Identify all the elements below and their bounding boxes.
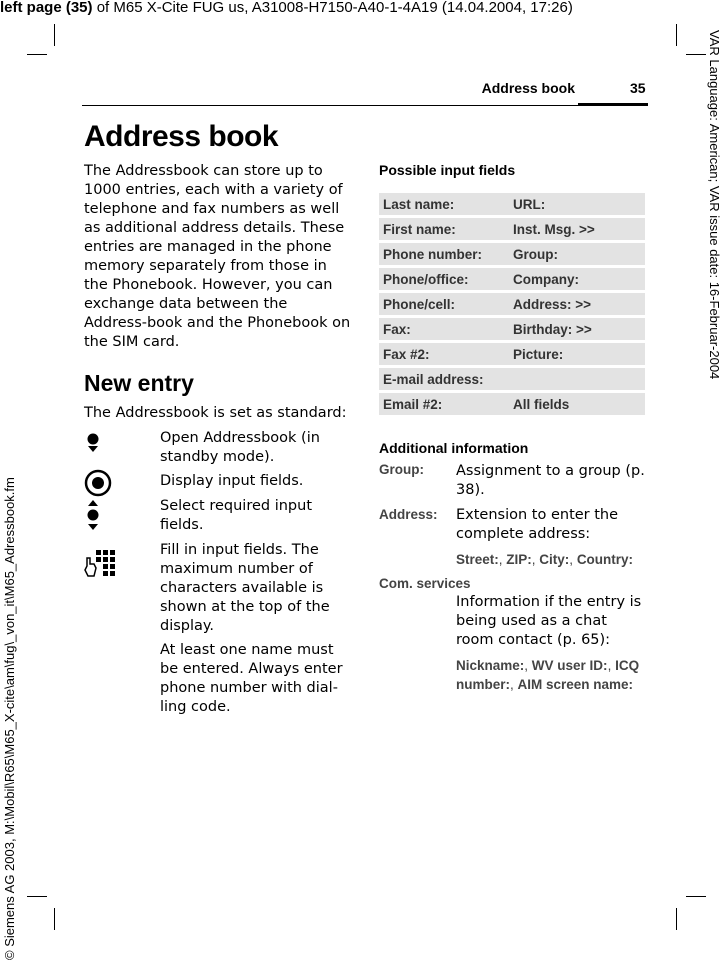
table-cell: [509, 368, 645, 390]
header-rule: [82, 105, 648, 106]
print-header: [0, 0, 573, 16]
step-text: Open Addressbook (in standby mode).: [160, 430, 320, 465]
additional-info-title: Additional information: [379, 440, 529, 456]
table-cell: Address: >>: [509, 293, 645, 315]
table-cell: Picture:: [509, 343, 645, 365]
table-row: [379, 293, 645, 315]
table-cell: Inst. Msg. >>: [509, 218, 645, 240]
table-cell: Company:: [509, 268, 645, 290]
com-field-aim: AIM screen name:: [517, 677, 634, 692]
group-description: Assignment to a group (p. 38).: [456, 463, 645, 498]
table-row: [379, 193, 645, 215]
table-row: [379, 343, 645, 365]
crop-mark: [27, 896, 47, 897]
address-fields: Street:, ZIP:, City:, Country:: [456, 552, 634, 567]
input-fields-table: [379, 190, 645, 418]
com-field-wv: WV user ID:: [531, 658, 608, 673]
input-fields-title: Possible input fields: [379, 162, 516, 178]
new-entry-lead: The Addressbook is set as standard:: [84, 405, 347, 421]
crop-mark: [676, 908, 677, 930]
side-note-left: [1, 400, 17, 960]
com-services-description: Information if the entry is being used as a chat room contact (p. 65):: [456, 594, 642, 648]
step-note: At least one name must be entered. Always enter phone number with dial-ling code.: [160, 642, 343, 715]
com-services-label: Com. services: [379, 576, 471, 591]
print-header-info: of M65 X-Cite FUG us, A31008-H7150-A40-1-4A19 (14.04.2004, 17:26): [92, 0, 573, 16]
section-heading-new-entry: New entry: [84, 370, 194, 396]
crop-mark: [27, 54, 47, 55]
step-text: Fill in input fields. The maximum number of characters available is shown at the top of the display.: [160, 542, 330, 634]
group-label: Group:: [379, 462, 424, 477]
page-number: 35: [630, 80, 646, 96]
table-cell: Phone number:: [379, 243, 509, 265]
table-cell: Last name:: [379, 193, 509, 215]
table-row: [379, 243, 645, 265]
table-cell: Email #2:: [379, 393, 509, 415]
header-rule-accent: [578, 103, 648, 106]
com-field-nickname: Nickname:: [456, 658, 525, 673]
table-cell: Birthday: >>: [509, 318, 645, 340]
crop-mark: [676, 24, 677, 46]
com-field-icq: ICQ number:: [456, 658, 640, 692]
crop-mark: [686, 54, 706, 55]
nav-updown-icon: [85, 499, 101, 537]
table-row: [379, 268, 645, 290]
table-row: [379, 318, 645, 340]
table-cell: Phone/cell:: [379, 293, 509, 315]
table-row: [379, 368, 645, 390]
step-text: Select required input fields.: [160, 498, 313, 533]
print-header-page: left page (35): [0, 0, 93, 16]
nav-down-icon: [85, 432, 101, 458]
crop-mark: [54, 908, 55, 930]
running-head: Address book: [481, 80, 575, 96]
table-cell: Group:: [509, 243, 645, 265]
table-cell: Fax:: [379, 318, 509, 340]
table-cell: First name:: [379, 218, 509, 240]
side-note-left-text: © Siemens AG 2003, M:\Mobil\R65\M65_X-cite\am\fug\_von_it\M65_Adressbook.fm: [2, 477, 17, 960]
table-cell: All fields: [509, 393, 645, 415]
keypad-icon: [84, 548, 116, 582]
table-row: [379, 218, 645, 240]
address-field-city: City:: [539, 552, 570, 567]
intro-paragraph: The Addressbook can store up to 1000 entries, each with a variety of telephone and fax numbers as well as additional address details. These entries are managed in the phone memory separately from those in the Phonebook. However, you can exchange data between the Address-book and the Phonebook on the SIM card.: [84, 163, 351, 350]
crop-mark: [686, 896, 706, 897]
address-description: Extension to enter the complete address:: [456, 507, 619, 542]
center-key-icon: [83, 469, 113, 501]
table-cell: Phone/office:: [379, 268, 509, 290]
side-note-right: [706, 30, 722, 410]
step-text: Display input fields.: [160, 473, 304, 489]
page-title: Address book: [84, 120, 279, 153]
table-cell: E-mail address:: [379, 368, 509, 390]
table-cell: URL:: [509, 193, 645, 215]
address-field-zip: ZIP:: [506, 552, 532, 567]
table-row: [379, 393, 645, 415]
address-field-country: Country:: [576, 552, 634, 567]
address-field-street: Street:: [456, 552, 499, 567]
com-services-fields: Nickname:, WV user ID:, ICQ number:, AIM screen name:: [456, 658, 640, 692]
side-note-right-text: VAR Language: American; VAR issue date: 16-Februar-2004: [707, 30, 722, 380]
table-cell: Fax #2:: [379, 343, 509, 365]
address-label: Address:: [379, 507, 438, 522]
crop-mark: [54, 24, 55, 46]
